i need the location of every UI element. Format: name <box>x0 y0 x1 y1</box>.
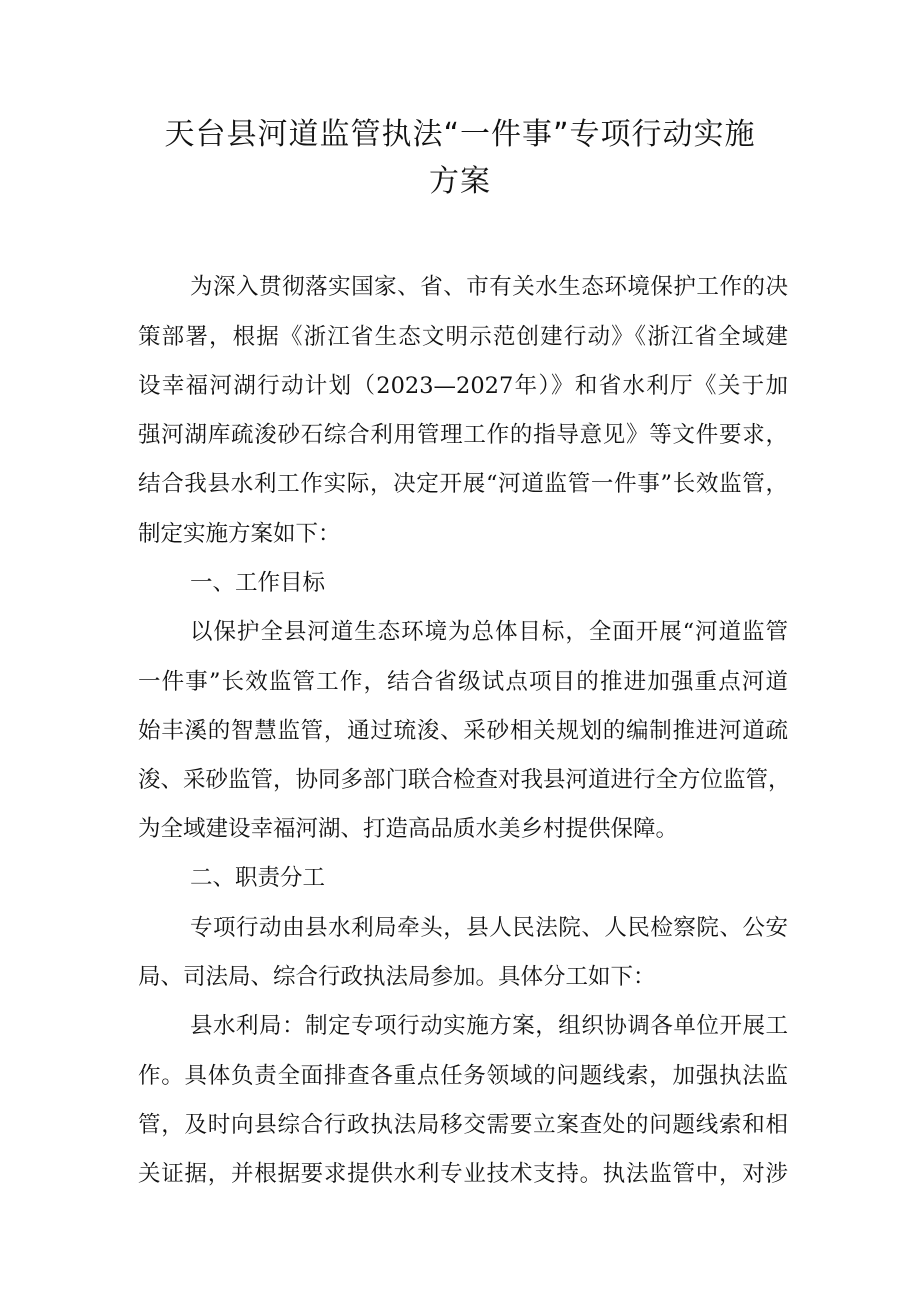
section1-line-4: 浚、采砂监管，协同多部门联合检查对我县河道进行全方位监管， <box>138 767 791 793</box>
section2-detail-line-3: 管，及时向县综合行政执法局移交需要立案查处的问题线索和相 <box>138 1112 788 1138</box>
section2-line-2: 局、司法局、综合行政执法局参加。具体分工如下： <box>138 964 656 990</box>
intro-line-4: 强河湖库疏浚砂石综合利用管理工作的指导意见》等文件要求， <box>138 422 788 448</box>
intro-line-6: 制定实施方案如下： <box>138 521 341 547</box>
section-heading-duties: 二、职责分工 <box>190 865 326 891</box>
intro-line-2: 策部署，根据《浙江省生态文明示范创建行动》《浙江省全域建 <box>138 324 788 350</box>
section-heading-goals: 一、工作目标 <box>190 570 326 596</box>
section1-line-5: 为全域建设幸福河湖、打造高品质水美乡村提供保障。 <box>138 816 679 842</box>
section2-detail-line-2: 作。具体负责全面排查各重点任务领域的问题线索，加强执法监 <box>138 1063 788 1089</box>
document-title-line-2: 方案 <box>429 164 491 199</box>
section2-detail-line-4: 关证据，并根据要求提供水利专业技术支持。执法监管中，对涉 <box>138 1161 788 1187</box>
section1-line-1: 以保护全县河道生态环境为总体目标，全面开展“河道监管 <box>190 619 788 645</box>
document-title-line-1: 天台县河道监管执法“一件事”专项行动实施 <box>164 117 756 152</box>
intro-line-5: 结合我县水利工作实际，决定开展“河道监管一件事”长效监管， <box>138 471 788 497</box>
section2-line-1: 专项行动由县水利局牵头，县人民法院、人民检察院、公安 <box>190 915 788 941</box>
section2-detail-line-1: 县水利局：制定专项行动实施方案，组织协调各单位开展工 <box>190 1013 788 1039</box>
intro-line-3: 设幸福河湖行动计划（2023—2027年）》和省水利厅《关于加 <box>138 373 788 399</box>
section1-line-2: 一件事”长效监管工作，结合省级试点项目的推进加强重点河道 <box>138 669 788 695</box>
section1-line-3: 始丰溪的智慧监管，通过琉浚、采砂相关规划的编制推进河道疏 <box>138 718 788 744</box>
intro-line-1: 为深入贯彻落实国家、省、市有关水生态环境保护工作的决 <box>190 274 788 300</box>
